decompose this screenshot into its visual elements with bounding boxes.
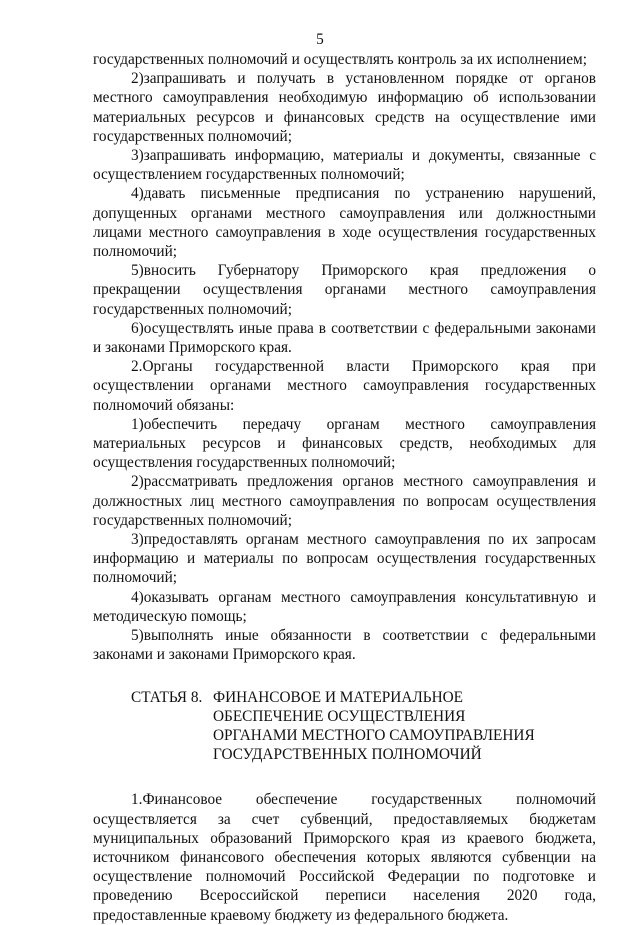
paragraph-continuation: государственных полномочий и осуществлять контроль за их исполнением; xyxy=(93,51,587,68)
document-body xyxy=(93,50,596,925)
paragraph: 4)давать письменные предписания по устранению нарушений, допущенных органами местного самоуправления или должностными лицами местного самоуправления в ходе осуществления государственных полномочий; xyxy=(93,185,596,261)
article-title: ФИНАНСОВОЕ И МАТЕРИАЛЬНОЕ ОБЕСПЕЧЕНИЕ ОСУЩЕСТВЛЕНИЯ ОРГАНАМИ МЕСТНОГО САМОУПРАВЛЕНИЯ ГОСУДАРСТВЕННЫХ ПОЛНОМОЧИЙ xyxy=(213,688,535,764)
page-number: 5 xyxy=(316,31,324,48)
article-label: СТАТЬЯ 8. xyxy=(131,688,203,706)
paragraph: 5)выполнять иные обязанности в соответствии с федеральными законами и законами Приморского края. xyxy=(93,627,596,664)
paragraph: 5)вносить Губернатору Приморского края предложения о прекращении осуществления органами местного самоуправления государственных полномочий; xyxy=(93,262,596,318)
paragraph: 3)предоставлять органам местного самоуправления по их запросам информацию и материалы по вопросам осуществления государственных полномочий; xyxy=(93,531,596,587)
paragraph: 1.Финансовое обеспечение государственных полномочий осуществляется за счет субвенций, предоставляемых бюджетам муниципальных образований Приморского края из краевого бюджета, источником финансового обеспечения которых являются субвенции на осуществление полномочий Российской Федерации по подготовке и проведению Всероссийской переписи населения 2020 года, предоставленные краевому бюджету из федерального бюджета. xyxy=(93,791,596,924)
paragraph: 2)запрашивать и получать в установленном порядке от органов местного самоуправления необходимую информацию об использовании материальных ресурсов и финансовых средств на осуществление ими государственных полномочий; xyxy=(93,70,596,145)
paragraph: 6)осуществлять иные права в соответствии с федеральными законами и законами Приморского края. xyxy=(93,319,596,357)
paragraph: 2.Органы государственной власти Приморского края при осуществлении органами местного самоуправления государственных полномочий обязаны: xyxy=(93,358,596,414)
article-heading xyxy=(93,688,596,765)
paragraph: 3)запрашивать информацию, материалы и документы, связанные с осуществлением государственных полномочий; xyxy=(93,147,596,184)
paragraph: 1)обеспечить передачу органам местного самоуправления материальных ресурсов и финансовых средств, необходимых для осуществления государственных полномочий; xyxy=(93,415,596,472)
paragraph: 2)рассматривать предложения органов местного самоуправления и должностных лиц местного самоуправления по вопросам осуществления государственных полномочий; xyxy=(93,473,596,529)
paragraph: 4)оказывать органам местного самоуправления консультативную и методическую помощь; xyxy=(93,588,596,625)
